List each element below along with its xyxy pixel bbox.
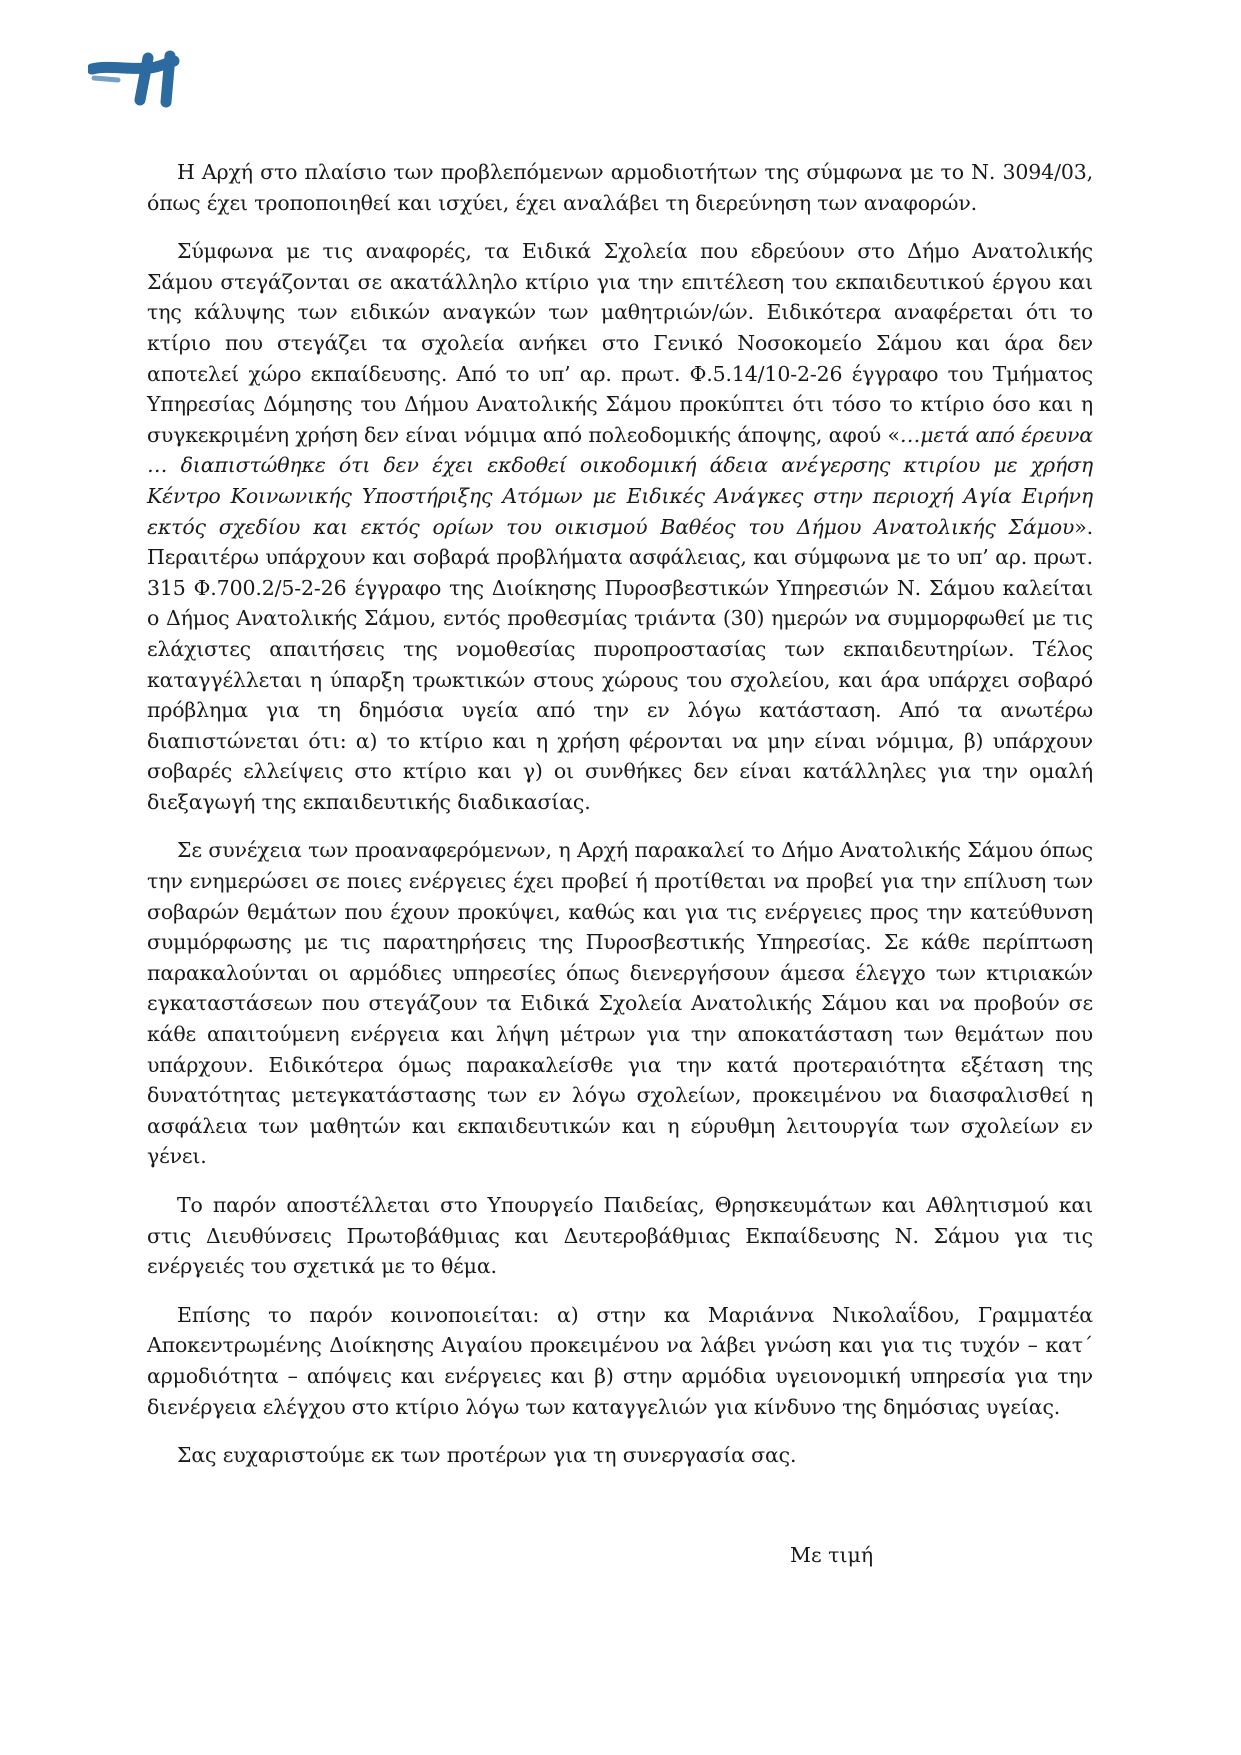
paragraph-authority-mandate: Η Αρχή στο πλαίσιο των προβλεπόμενων αρμοδιοτήτων της σύμφωνα με το Ν. 3094/03, όπως έχει τροποποιηθεί και ισχύει, έχει αναλάβει τη διερεύνηση των αναφορών. bbox=[147, 160, 1093, 215]
paragraph-complaints-text-a: Σύμφωνα με τις αναφορές, τα Ειδικά Σχολεία που εδρεύουν στο Δήμο Ανατολικής Σάμου στεγάζονται σε ακατάλληλο κτίριο για την επιτέλεση του εκπαιδευτικού έργου και της κάλυψης των ειδικών αναγκών των μαθητριών/ών. Ειδικότερα αναφέρεται ότι το κτίριο που στεγάζει τα σχολεία ανήκει στο Γενικό Νοσοκομείο Σάμου και άρα δεν αποτελεί χώρο εκπαίδευσης. Από το υπ’ αρ. πρωτ. Φ.5.14/10-2-26 έγγραφο του Τμήματος Υπηρεσίας Δόμησης του Δήμου Ανατολικής Σάμου προκύπτει ότι τόσο το κτίριο όσο και η συγκεκριμένη χρήση δεν είναι νόμιμα από πολεοδομικής άποψης, αφού « bbox=[147, 239, 1093, 447]
letter-body bbox=[147, 157, 1093, 1489]
paragraph-notification: Επίσης το παρόν κοινοποιείται: α) στην κα Μαριάννα Νικολαΐδου, Γραμματέα Αποκεντρωμένης Διοίκησης Αιγαίου προκειμένου να λάβει γνώση και για τις τυχόν – κατ΄ αρμοδιότητα – απόψεις και ενέργειες και β) στην αρμόδια υγειονομική υπηρεσία για την διενέργεια ελέγχου στο κτίριο λόγω των καταγγελιών για κίνδυνο της δημόσιας υγείας. bbox=[147, 1302, 1093, 1419]
paragraph-request-to-municipality: Σε συνέχεια των προαναφερόμενων, η Αρχή παρακαλεί το Δήμο Ανατολικής Σάμου όπως την ενημερώσει σε ποιες ενέργειες έχει προβεί ή προτίθεται να προβεί για την επίλυση των σοβαρών θεμάτων που έχουν προκύψει, καθώς και για τις ενέργειες προς την κατεύθυνση συμμόρφωσης με τις παρατηρήσεις της Πυροσβεστικής Υπηρεσίας. Σε κάθε περίπτωση παρακαλούνται οι αρμόδιες υπηρεσίες όπως διενεργήσουν άμεσα έλεγχο των κτιριακών εγκαταστάσεων που στεγάζουν τα Ειδικά Σχολεία Ανατολικής Σάμου και να προβούν σε κάθε απαιτούμενη ενέργεια και λήψη μέτρων για την αποκατάσταση των θεμάτων που υπάρχουν. Ειδικότερα όμως παρακαλείσθε για την κατά προτεραιότητα εξέταση της δυνατότητας μετεγκατάστασης των εν λόγω σχολείων, προκειμένου να διασφαλισθεί η ασφάλεια των μαθητών και εκπαιδευτικών και η εύρυθμη λειτουργία των σχολείων εν γένει. bbox=[147, 838, 1093, 1169]
paragraph-complaints-details bbox=[147, 236, 1093, 817]
organization-logo-icon bbox=[88, 50, 180, 110]
paragraph-recipients: Το παρόν αποστέλλεται στο Υπουργείο Παιδείας, Θρησκευμάτων και Αθλητισμού και στις Διευθύνσεις Πρωτοβάθμιας και Δευτεροβάθμιας Εκπαίδευσης Ν. Σάμου για τις ενέργειές του σχετικά με το θέμα. bbox=[147, 1193, 1093, 1279]
paragraph-complaints-text-b: ». Περαιτέρω υπάρχουν και σοβαρά προβλήματα ασφάλειας, και σύμφωνα με το υπ’ αρ. πρωτ. 315 Φ.700.2/5-2-26 έγγραφο της Διοίκησης Πυροσβεστικών Υπηρεσιών Ν. Σάμου καλείται ο Δήμος Ανατολικής Σάμου, εντός προθεσμίας τριάντα (30) ημερών να συμμορφωθεί με τις ελάχιστες απαιτήσεις της νομοθεσίας πυροπροστασίας των εκπαιδευτηρίων. Τέλος καταγγέλλεται η ύπαρξη τρωκτικών στους χώρους του σχολείου, και άρα υπάρχει σοβαρό πρόβλημα για τη δημόσια υγεία από την εν λόγω κατάσταση. Από τα ανωτέρω διαπιστώνεται ότι: α) το κτίριο και η χρήση φέρονται να μην είναι νόμιμα, β) υπάρχουν σοβαρές ελλείψεις στο κτίριο και γ) οι συνθήκες δεν είναι κατάλληλες για την ομαλή διεξαγωγή της εκπαιδευτικής διαδικασίας. bbox=[147, 514, 1093, 814]
quoted-building-report: …μετά από έρευνα … διαπιστώθηκε ότι δεν έχει εκδοθεί οικοδομική άδεια ανέγερσης κτιρίου με χρήση Κέντρο Κοινωνικής Υποστήριξης Ατόμων με Ειδικές Ανάγκες στην περιοχή Αγία Ειρήνη εκτός σχεδίου και εκτός ορίων του οικισμού Βαθέος του Δήμου Ανατολικής Σάμου bbox=[147, 422, 1093, 539]
paragraph-thanks: Σας ευχαριστούμε εκ των προτέρων για τη συνεργασία σας. bbox=[177, 1443, 797, 1468]
closing-salutation: Με τιμή bbox=[790, 1543, 874, 1567]
